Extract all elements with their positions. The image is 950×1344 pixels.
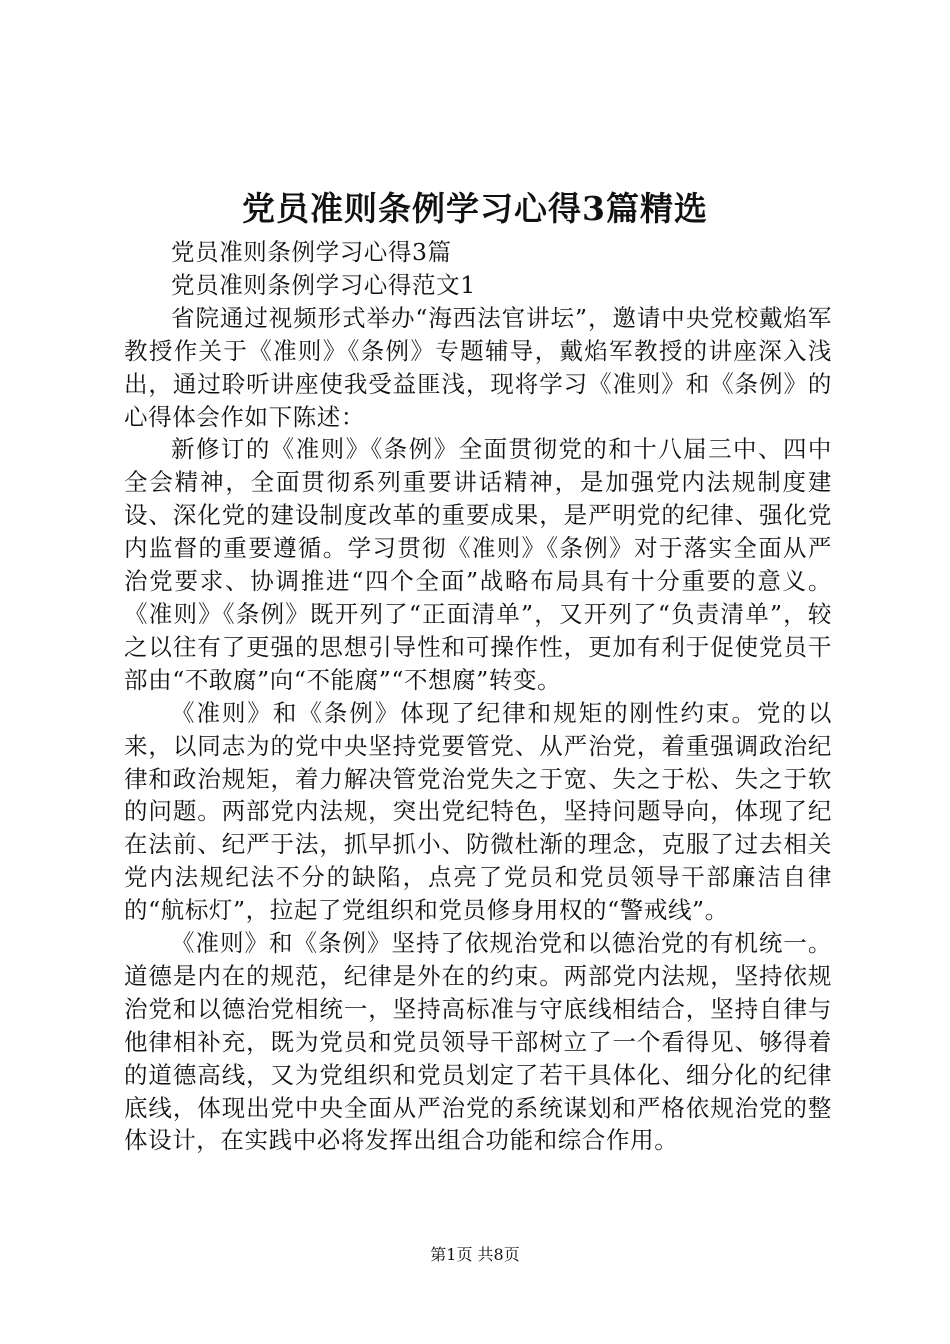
paragraph-intro: 省院通过视频形式举办“海西法官讲坛”，邀请中央党校戴焰军教授作关于《准则》《条例》专题辅导，戴焰军教授的讲座深入浅出，通过聆听讲座使我受益匪浅，现将学习《准则》和《条例》的心得体会作如下陈述：: [124, 303, 832, 431]
paragraph-body: 新修订的《准则》《条例》全面贯彻党的和十八届三中、四中全会精神，全面贯彻系列重要讲话精神，是加强党内法规制度建设、深化党的建设制度改革的重要成果，是严明党的纪律、强化党内监督的重要遵循。学习贯彻《准则》《条例》对于落实全面从严治党要求、协调推进“四个全面”战略布局具有十分重要的意义。《准则》《条例》既开列了“正面清单”，又开列了“负责清单”，较之以往有了更强的思想引导性和可操作性，更加有利于促使党员干部由“不敢腐”向“不能腐”“不想腐”转变。: [124, 435, 832, 694]
document-title: 党员准则条例学习心得3篇精选: [242, 189, 708, 228]
paragraph-body: 《准则》和《条例》坚持了依规治党和以德治党的有机统一。道德是内在的规范，纪律是外在的约束。两部党内法规，坚持依规治党和以德治党相统一，坚持高标准与守底线相结合，坚持自律与他律相补充，既为党员和党员领导干部树立了一个看得见、够得着的道德高线，又为党组织和党员划定了若干具体化、细分化的纪律底线，体现出党中央全面从严治党的系统谋划和严格依规治党的整体设计，在实践中必将发挥出组合功能和综合作用。: [124, 929, 832, 1155]
document-body: [124, 236, 832, 1157]
paragraph-subtitle: 党员准则条例学习心得3篇: [171, 238, 452, 266]
paragraph-body: 《准则》和《条例》体现了纪律和规矩的刚性约束。党的以来，以同志为的党中央坚持党要管党、从严治党，着重强调政治纪律和政治规矩，着力解决管党治党失之于宽、失之于松、失之于软的问题。两部党内法规，突出党纪特色，坚持问题导向，体现了纪在法前、纪严于法，抓早抓小、防微杜渐的理念，克服了过去相关党内法规纪法不分的缺陷，点亮了党员和党员领导干部廉洁自律的“航标灯”，拉起了党组织和党员修身用权的“警戒线”。: [124, 698, 832, 925]
paragraph-section-heading: 党员准则条例学习心得范文1: [171, 270, 476, 299]
page-footer: 第1页 共8页: [430, 1245, 520, 1264]
